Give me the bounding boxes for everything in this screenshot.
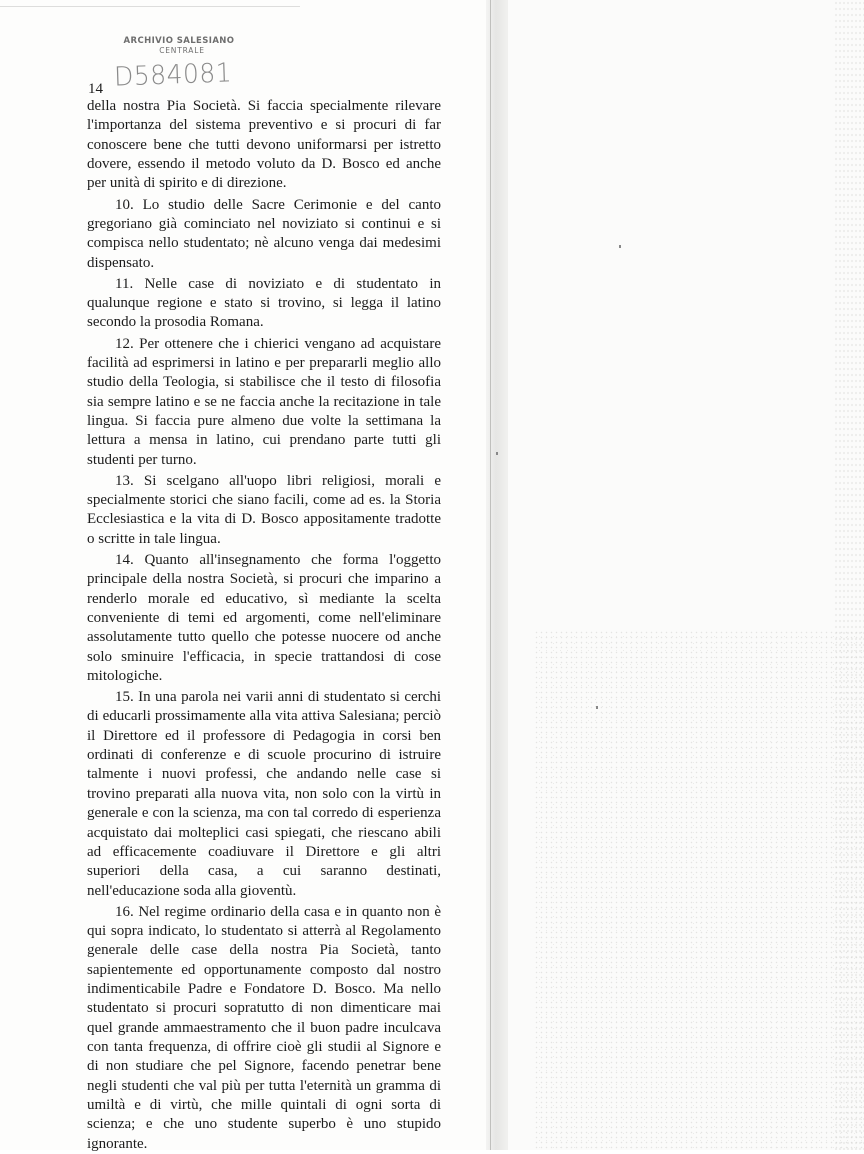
paragraph-continuation: della nostra Pia Società. Si faccia specialmente rilevare l'importanza del sistema preventivo e si procuri di far conoscere bene che tutti devono uniformarsi per istretto dovere, essendo il metodo voluto da D. Bosco ed anche per unità di spirito e di direzione. [87, 98, 441, 192]
paper-speck [619, 245, 621, 248]
paragraph-11: 11. Nelle case di noviziato e di studentato in qualunque regione e stato si trovino, si legga il latino secondo la prosodia Romana. [87, 275, 441, 331]
paper-edge-texture [834, 0, 864, 1150]
paragraph-14: 14. Quanto all'insegnamento che forma l'oggetto principale della nostra Società, si procuri che imparino a renderlo morale ed educativo, sì mediante la scelta conveniente di temi ed argomenti, come nell'eliminare assolutamente tutto quello che potesse nuocere od anche solo sminuire l'efficacia, in specie trattandosi di cose mitologiche. [87, 551, 441, 684]
handwritten-archive-code: D584081 [113, 57, 233, 92]
paragraph-16: 16. Nel regime ordinario della casa e in quanto non è qui sopra indicato, lo studentato si atterrà al Regolamento generale delle case della nostra Pia Società, tanto sapientemente ed opportunamente composto dal nostro indimenticabile Padre e Fondatore D. Bosco. Ma nello studentato si procuri sopratutto di non dimenticare mai quel grande ammaestramento che il buon padre inculcava con tanta frequenza, di offrire cioè gli studii al Signore e di non studiare che pel Signore, facendo penetrar bene negli studenti che val più per tutta l'eternità un gramma di umiltà e di virtù, che mille quintali di ogni sorta di scienza; e che uno studente superbo è uno stupido ignorante. [87, 903, 441, 1152]
paragraph-13: 13. Si scelgano all'uopo libri religiosi, morali e specialmente storici che siano facili, come ad es. la Storia Ecclesiastica e la vita di D. Bosco appositamente tradotte o scritte in tale lingua. [87, 472, 441, 547]
paper-speck [596, 706, 598, 709]
paragraph-12: 12. Per ottenere che i chierici vengano ad acquistare facilità ad esprimersi in latino e per prepararli meglio allo studio della Teologia, si stabilisce che il testo di filosofia sia sempre latino e se ne faccia anche la recitazione in tale lingua. Si faccia pure almeno due volte la settimana la lettura a mensa in latino, cui prendano parte tutti gli studenti per turno. [87, 335, 441, 468]
gutter-fold-line [490, 0, 491, 1150]
top-edge-line [0, 6, 300, 7]
body-text [87, 97, 441, 1154]
stamp-subtitle: CENTRALE [159, 46, 205, 55]
paper-texture [534, 630, 864, 1150]
archive-stamp [119, 36, 239, 56]
page-number: 14 [88, 81, 103, 97]
stamp-title: ARCHIVIO SALESIANO [123, 36, 235, 46]
paper-speck [496, 452, 498, 455]
paragraph-15: 15. In una parola nei varii anni di studentato si cerchi di educarli prossimamente alla vita attiva Salesiana; perciò il Direttore ed il professore di Pedagogia in corsi ben ordinati di conferenze e di scuole procurino di istruire talmente i nuovi professi, che andando nelle case si trovino preparati alla nuova vita, non solo con la virtù in generale e con la scienza, ma con tal corredo di esperienza acquistato dai molteplici casi spiegati, che riescano abili ad efficacemente coadiuvare il Direttore e gli altri superiori della casa, a cui saranno destinati, nell'educazione soda alla gioventù. [87, 689, 441, 899]
paragraph-10: 10. Lo studio delle Sacre Cerimonie e del canto gregoriano già cominciato nel noviziato si continui e si compisca nello studentato; nè alcuno venga dai medesimi dispensato. [87, 196, 441, 271]
right-page-blank [508, 0, 864, 1150]
